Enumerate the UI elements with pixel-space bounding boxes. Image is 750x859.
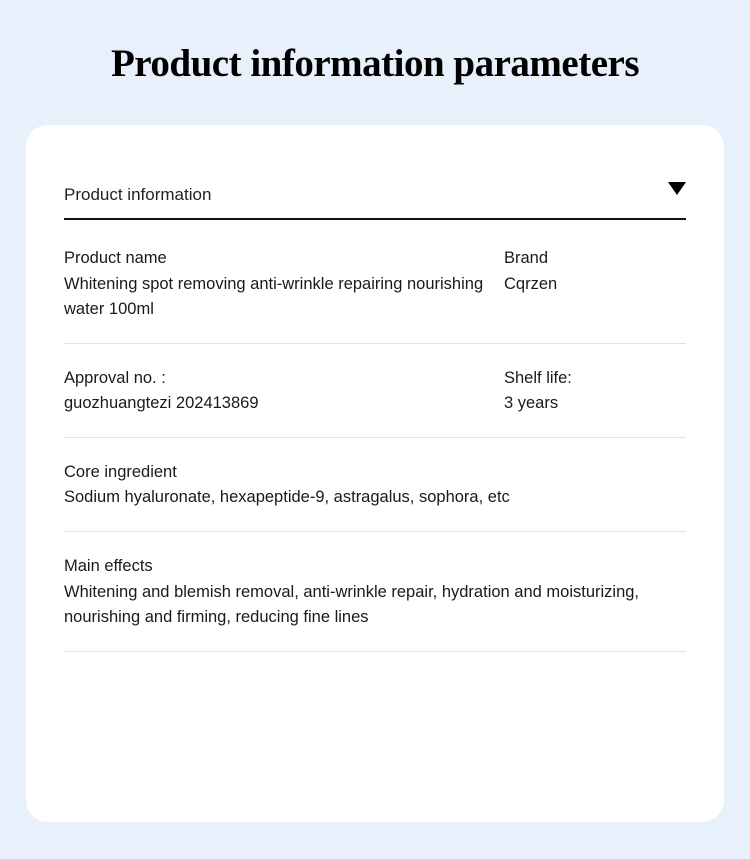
field-value: Whitening spot removing anti-wrinkle repairing nourishing water 100ml xyxy=(64,274,484,319)
page-title: Product information parameters xyxy=(110,42,639,85)
field-value: 3 years xyxy=(504,394,559,413)
row-left-cell xyxy=(64,460,686,511)
field-value: Whitening and blemish removal, anti-wrinkle repair, hydration and moisturizing, nourishing and firming, reducing fine lines xyxy=(64,582,640,627)
field-value: guozhuangtezi 202413869 xyxy=(64,394,259,413)
field-label: Main effects xyxy=(64,556,153,575)
table-row xyxy=(64,438,686,532)
product-info-card xyxy=(26,125,724,822)
section-header-label: Product information xyxy=(64,185,212,204)
row-right-cell xyxy=(504,246,684,297)
section-header-divider xyxy=(64,218,686,220)
field-value: Sodium hyaluronate, hexapeptide-9, astragalus, sophora, etc xyxy=(64,488,510,507)
table-row xyxy=(64,220,686,344)
section-header[interactable] xyxy=(64,125,686,220)
row-left-cell xyxy=(64,366,504,417)
chevron-down-icon[interactable] xyxy=(668,182,686,195)
field-label: Core ingredient xyxy=(64,462,177,481)
row-left-cell xyxy=(64,246,504,323)
table-row xyxy=(64,344,686,438)
field-label: Approval no. : xyxy=(64,368,166,387)
table-row xyxy=(64,532,686,652)
field-label: Shelf life: xyxy=(504,368,572,387)
row-right-cell xyxy=(504,366,684,417)
row-left-cell xyxy=(64,554,686,631)
field-label: Product name xyxy=(64,249,167,267)
field-value: Cqrzen xyxy=(504,274,558,293)
field-label: Brand xyxy=(504,249,549,267)
